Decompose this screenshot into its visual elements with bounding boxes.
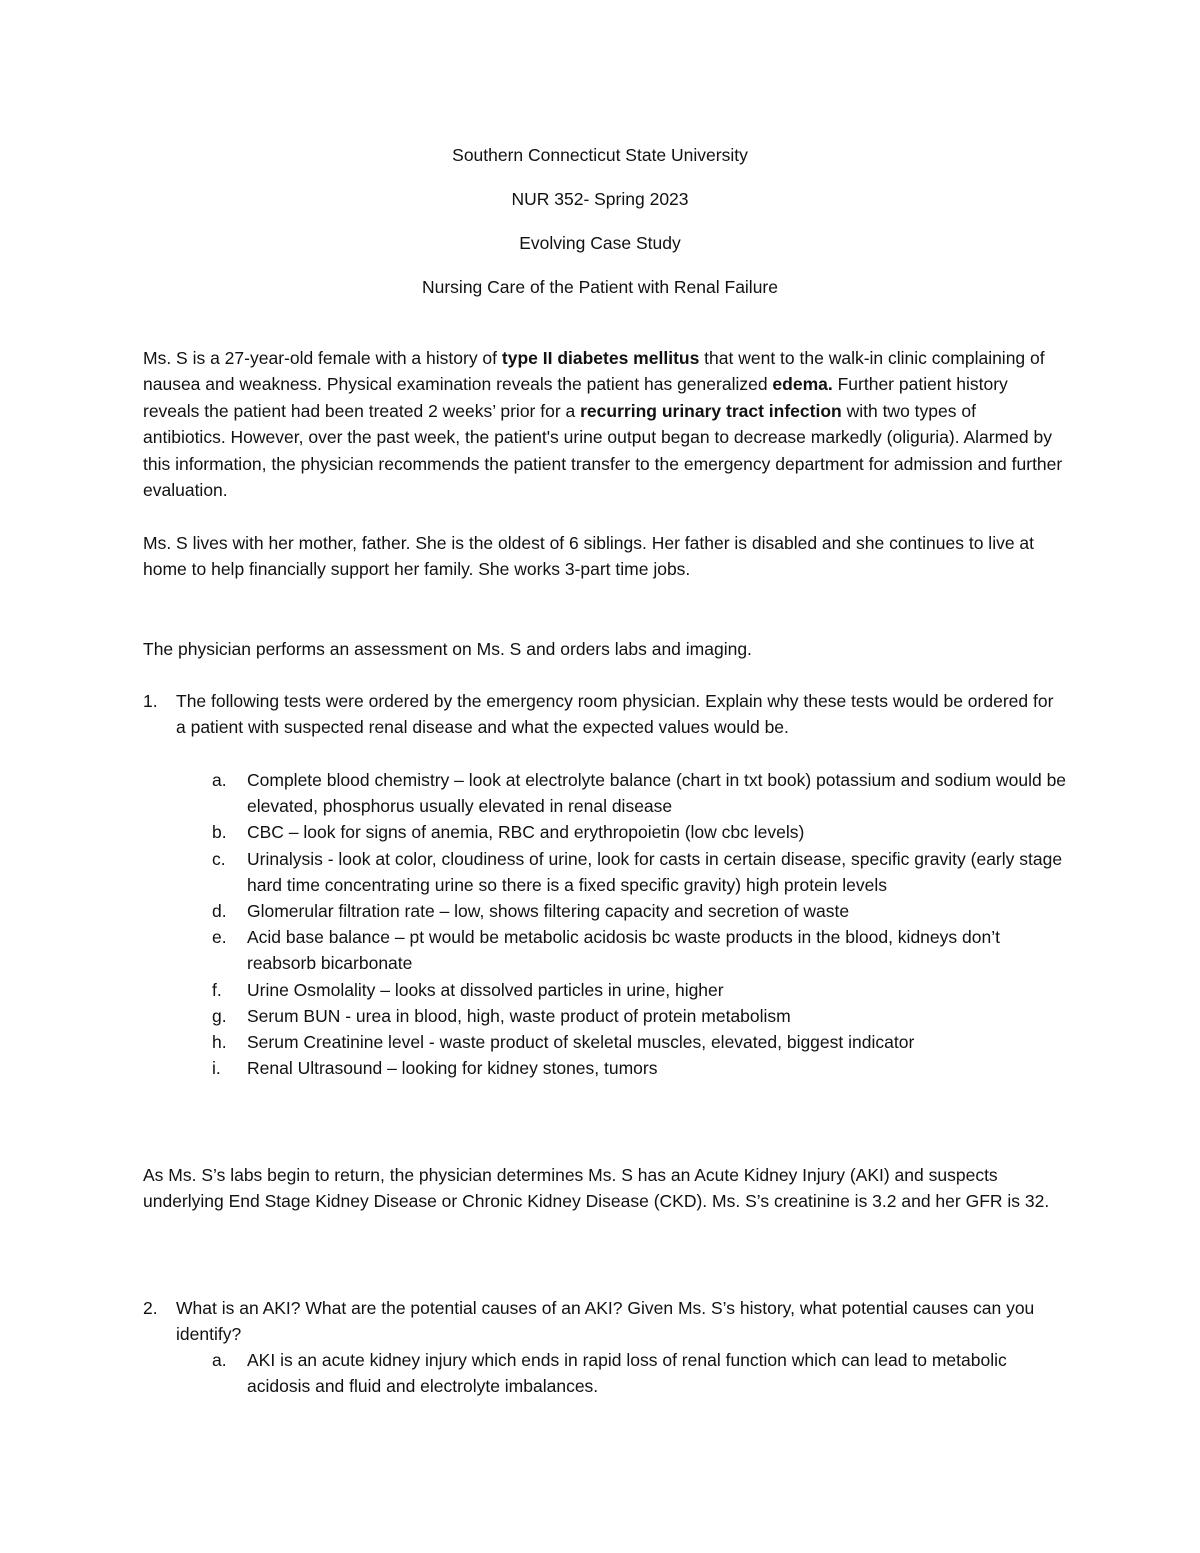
list-item (212, 924, 1072, 976)
intro-text-2: that went to the walk-in clinic complaining of nausea and weakness. Physical examination reveals the patient has generalized (143, 348, 1045, 395)
question-1-text: The following tests were ordered by the emergency room physician. Explain why these tests would be ordered for a patient with suspected renal disease and what the expected values would be. (176, 691, 1054, 738)
intro-text-3: Further patient history reveals the patient had been treated 2 weeks’ prior for a (143, 374, 1008, 421)
list-item (212, 1003, 1072, 1029)
intro-bold-edema: edema. (772, 374, 833, 395)
case-intro-paragraph (143, 345, 1063, 503)
list-item-text: Glomerular filtration rate – low, shows filtering capacity and secretion of waste (247, 901, 850, 922)
question-1-number: 1. (143, 691, 158, 711)
list-item-letter: a. (212, 770, 227, 790)
list-item-letter: d. (212, 901, 227, 922)
question-1-answers (212, 767, 1072, 1081)
question-1 (143, 688, 1063, 741)
list-item (212, 1055, 1072, 1081)
intro-bold-diabetes: type II diabetes mellitus (501, 348, 700, 368)
labs-paragraph: As Ms. S’s labs begin to return, the physician determines Ms. S has an Acute Kidney Injury (AKI) and suspects underlying End Stage Kidney Disease or Chronic Kidney Disease (CKD). Ms. S’s creatinine is 3.2 and her GFR is 32. (143, 1165, 1050, 1212)
intro-text-1: Ms. S is a 27-year-old female with a history of (143, 348, 502, 368)
list-item-text: Serum BUN - urea in blood, high, waste product of protein metabolism (247, 1005, 791, 1026)
university-name: Southern Connecticut State University (452, 145, 748, 165)
intro-bold-uti: recurring urinary tract infection (580, 400, 842, 421)
list-item-text: Complete blood chemistry – look at electrolyte balance (chart in txt book) potassium and sodium would be elevated, phosphorus usually elevated in renal disease (247, 770, 1067, 817)
list-item (212, 846, 1072, 898)
list-item (212, 1347, 1072, 1399)
list-item-letter: e. (212, 927, 227, 948)
question-2 (143, 1295, 1063, 1348)
list-item-text: Acid base balance – pt would be metabolic acidosis bc waste products in the blood, kidneys don’t reabsorb bicarbonate (247, 927, 1000, 974)
list-item-letter: i. (212, 1058, 221, 1079)
document-topic: Nursing Care of the Patient with Renal Failure (421, 277, 778, 297)
family-paragraph: Ms. S lives with her mother, father. She is the oldest of 6 siblings. Her father is disabled and she continues to live at home to help financially support her family. She works 3-part time jobs. (143, 533, 1035, 580)
list-item (212, 977, 1072, 1003)
assessment-paragraph: The physician performs an assessment on Ms. S and orders labs and imaging. (143, 639, 752, 659)
list-item-text: Urine Osmolality – looks at dissolved particles in urine, higher (247, 979, 724, 1000)
intro-text-4: with two types of antibiotics. However, over the past week, the patient's urine output began to decrease markedly (oliguria). Alarmed by this information, the physician recommends the patient transfer to the emergency department for admission and further evaluation. (143, 400, 1063, 501)
list-item-text: Renal Ultrasound – looking for kidney stones, tumors (247, 1058, 658, 1079)
list-item-letter: g. (212, 1005, 227, 1026)
document-type: Evolving Case Study (519, 233, 681, 253)
list-item (212, 898, 1072, 924)
list-item-text: Serum Creatinine level - waste product of skeletal muscles, elevated, biggest indicator (247, 1032, 915, 1053)
list-item-text: Urinalysis - look at color, cloudiness of urine, look for casts in certain disease, specific gravity (early stage hard time concentrating urine so there is a fixed specific gravity) high protein levels (247, 848, 1063, 895)
list-item-letter: h. (212, 1032, 227, 1053)
list-item (212, 767, 1072, 819)
list-item (212, 819, 1072, 845)
list-item-text: CBC – look for signs of anemia, RBC and erythropoietin (low cbc levels) (247, 822, 805, 843)
list-item-letter: b. (212, 822, 227, 843)
list-item-letter: c. (212, 848, 226, 869)
list-item-letter: f. (212, 979, 222, 1000)
question-2-number: 2. (143, 1298, 158, 1318)
course-line: NUR 352- Spring 2023 (511, 189, 689, 209)
question-2-answers (212, 1347, 1072, 1399)
list-item-text: AKI is an acute kidney injury which ends in rapid loss of renal function which can lead to metabolic acidosis and fluid and electrolyte imbalances. (247, 1350, 1007, 1397)
question-2-text: What is an AKI? What are the potential causes of an AKI? Given Ms. S’s history, what potential causes can you identify? (176, 1298, 1035, 1345)
list-item-letter: a. (212, 1350, 227, 1370)
list-item (212, 1029, 1072, 1055)
